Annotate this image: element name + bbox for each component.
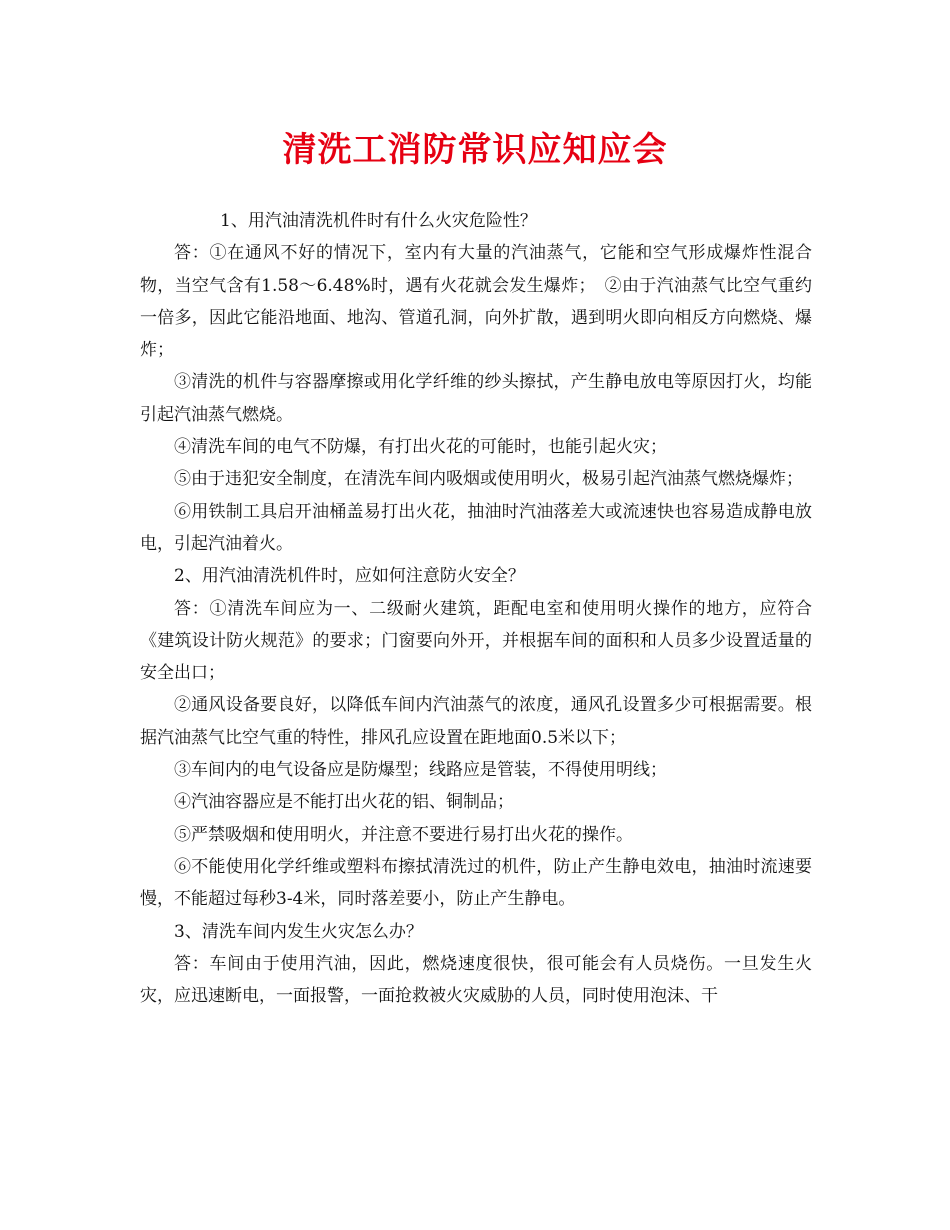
answer-1-item-5: ⑤由于违犯安全制度，在清洗车间内吸烟或使用明火，极易引起汽油蒸气燃烧爆炸； <box>174 469 803 490</box>
question-1: 1、用汽油清洗机件时有什么火灾危险性？ <box>220 211 537 231</box>
answer-2-item-3: ③车间内的电气设备应是防爆型；线路应是管装，不得使用明线； <box>174 760 667 781</box>
answer-2-item-5: ⑤严禁吸烟和使用明火，并注意不要进行易打出火花的操作。 <box>174 824 633 845</box>
answer-2-item-6: ⑥不能使用化学纤维或塑料布擦拭清洗过的机件，防止产生静电效电，抽油时流速要慢，不能超过每秒3-4米，同时落差要小，防止产生静电。 <box>140 856 812 910</box>
answer-1-item-3: ③清洗的机件与容器摩擦或用化学纤维的纱头擦拭，产生静电放电等原因打火，均能引起汽油蒸气燃烧。 <box>140 372 812 425</box>
question-3: 3、清洗车间内发生火灾怎么办？ <box>174 921 423 942</box>
document-body <box>140 205 812 1012</box>
answer-2-item-2: ②通风设备要良好，以降低车间内汽油蒸气的浓度，通风孔设置多少可根据需要。根据汽油蒸气比空气重的特性，排风孔应设置在距地面0.5米以下； <box>140 695 812 748</box>
answer-2-item-1: 答：①清洗车间应为一、二级耐火建筑，距配电室和使用明火操作的地方，应符合《建筑设计防火规范》的要求；门窗要向外开，并根据车间的面积和人员多少设置适量的安全出口； <box>140 598 812 684</box>
answer-2-item-4: ④汽油容器应是不能打出火花的铝、铜制品； <box>174 792 514 813</box>
answer-1-item-6: ⑥用铁制工具启开油桶盖易打出火花，抽油时汽油落差大或流速快也容易造成静电放电，引起汽油着火。 <box>140 501 812 554</box>
answer-3: 答：车间由于使用汽油，因此，燃烧速度很快，很可能会有人员烧伤。一旦发生火灾，应迅速断电，一面报警，一面抢救被火灾威胁的人员，同时使用泡沫、干 <box>140 953 812 1007</box>
answer-1-item-1-2: 答：①在通风不好的情况下，室内有大量的汽油蒸气，它能和空气形成爆炸性混合物，当空气含有1.58～6.48%时，遇有火花就会发生爆炸； ②由于汽油蒸气比空气重约一倍多，因此它能沿地面、地沟、管道孔洞，向外扩散，遇到明火即向相反方向燃烧、爆炸； <box>140 243 812 361</box>
document-title: 清洗工消防常识应知应会 <box>282 130 668 170</box>
question-2: 2、用汽油清洗机件时，应如何注意防火安全？ <box>174 566 525 587</box>
answer-1-item-4: ④清洗车间的电气不防爆，有打出火花的可能时，也能引起火灾； <box>174 437 667 458</box>
